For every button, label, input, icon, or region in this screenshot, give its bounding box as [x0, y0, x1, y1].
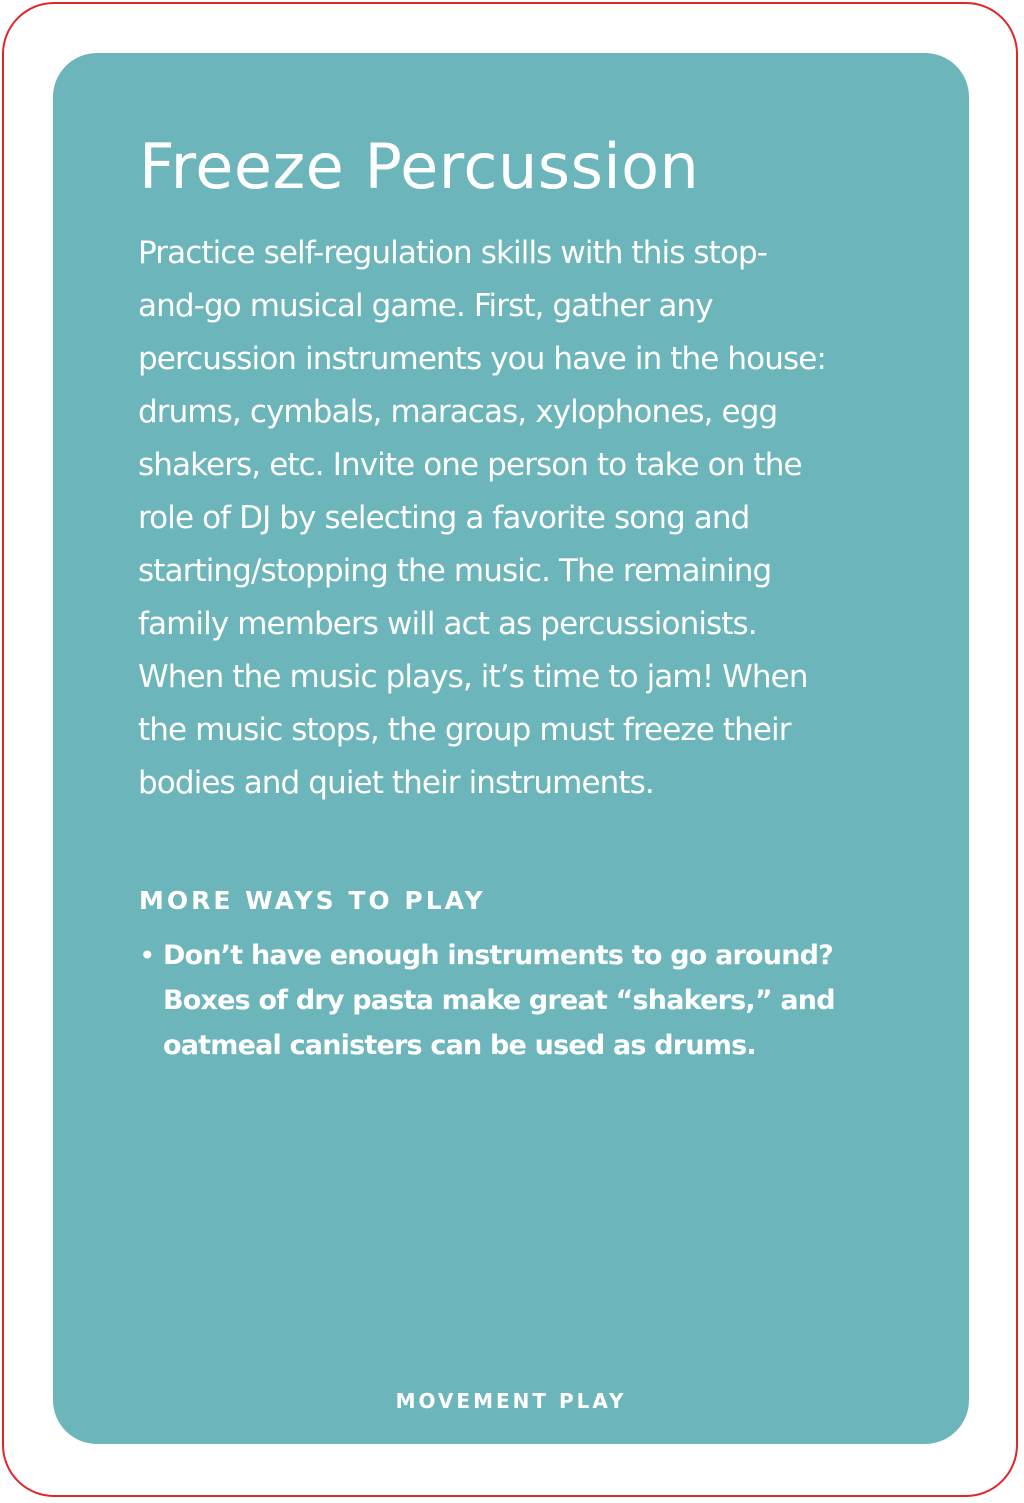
description-line: the music stops, the group must freeze their	[138, 712, 791, 748]
bullet-icon: •	[139, 939, 156, 972]
description-line: role of DJ by selecting a favorite song and	[138, 500, 750, 536]
description-line: family members will act as percussionists.	[138, 606, 757, 642]
bullet-text-line: oatmeal canisters can be used as drums.	[163, 1030, 756, 1061]
more-ways-list	[139, 933, 835, 1068]
description-line: shakers, etc. Invite one person to take on the	[138, 447, 802, 483]
activity-card	[53, 53, 969, 1444]
description-line: starting/stopping the music. The remaining	[138, 553, 772, 589]
list-item	[139, 933, 835, 1068]
description-line: drums, cymbals, maracas, xylophones, egg	[138, 394, 778, 430]
category-label: MOVEMENT PLAY	[395, 1389, 627, 1413]
bullet-text-line: Boxes of dry pasta make great “shakers,” and	[163, 985, 835, 1016]
more-ways-heading: MORE WAYS TO PLAY	[139, 886, 486, 915]
card-title: Freeze Percussion	[139, 130, 700, 203]
card-description	[138, 227, 826, 810]
description-line: percussion instruments you have in the house:	[138, 341, 826, 377]
description-line: bodies and quiet their instruments.	[138, 765, 654, 801]
description-line: When the music plays, it’s time to jam! When	[138, 659, 808, 695]
description-line: Practice self-regulation skills with this stop-	[138, 235, 768, 271]
bullet-text-line: Don’t have enough instruments to go around?	[163, 940, 834, 971]
description-line: and-go musical game. First, gather any	[138, 288, 713, 324]
